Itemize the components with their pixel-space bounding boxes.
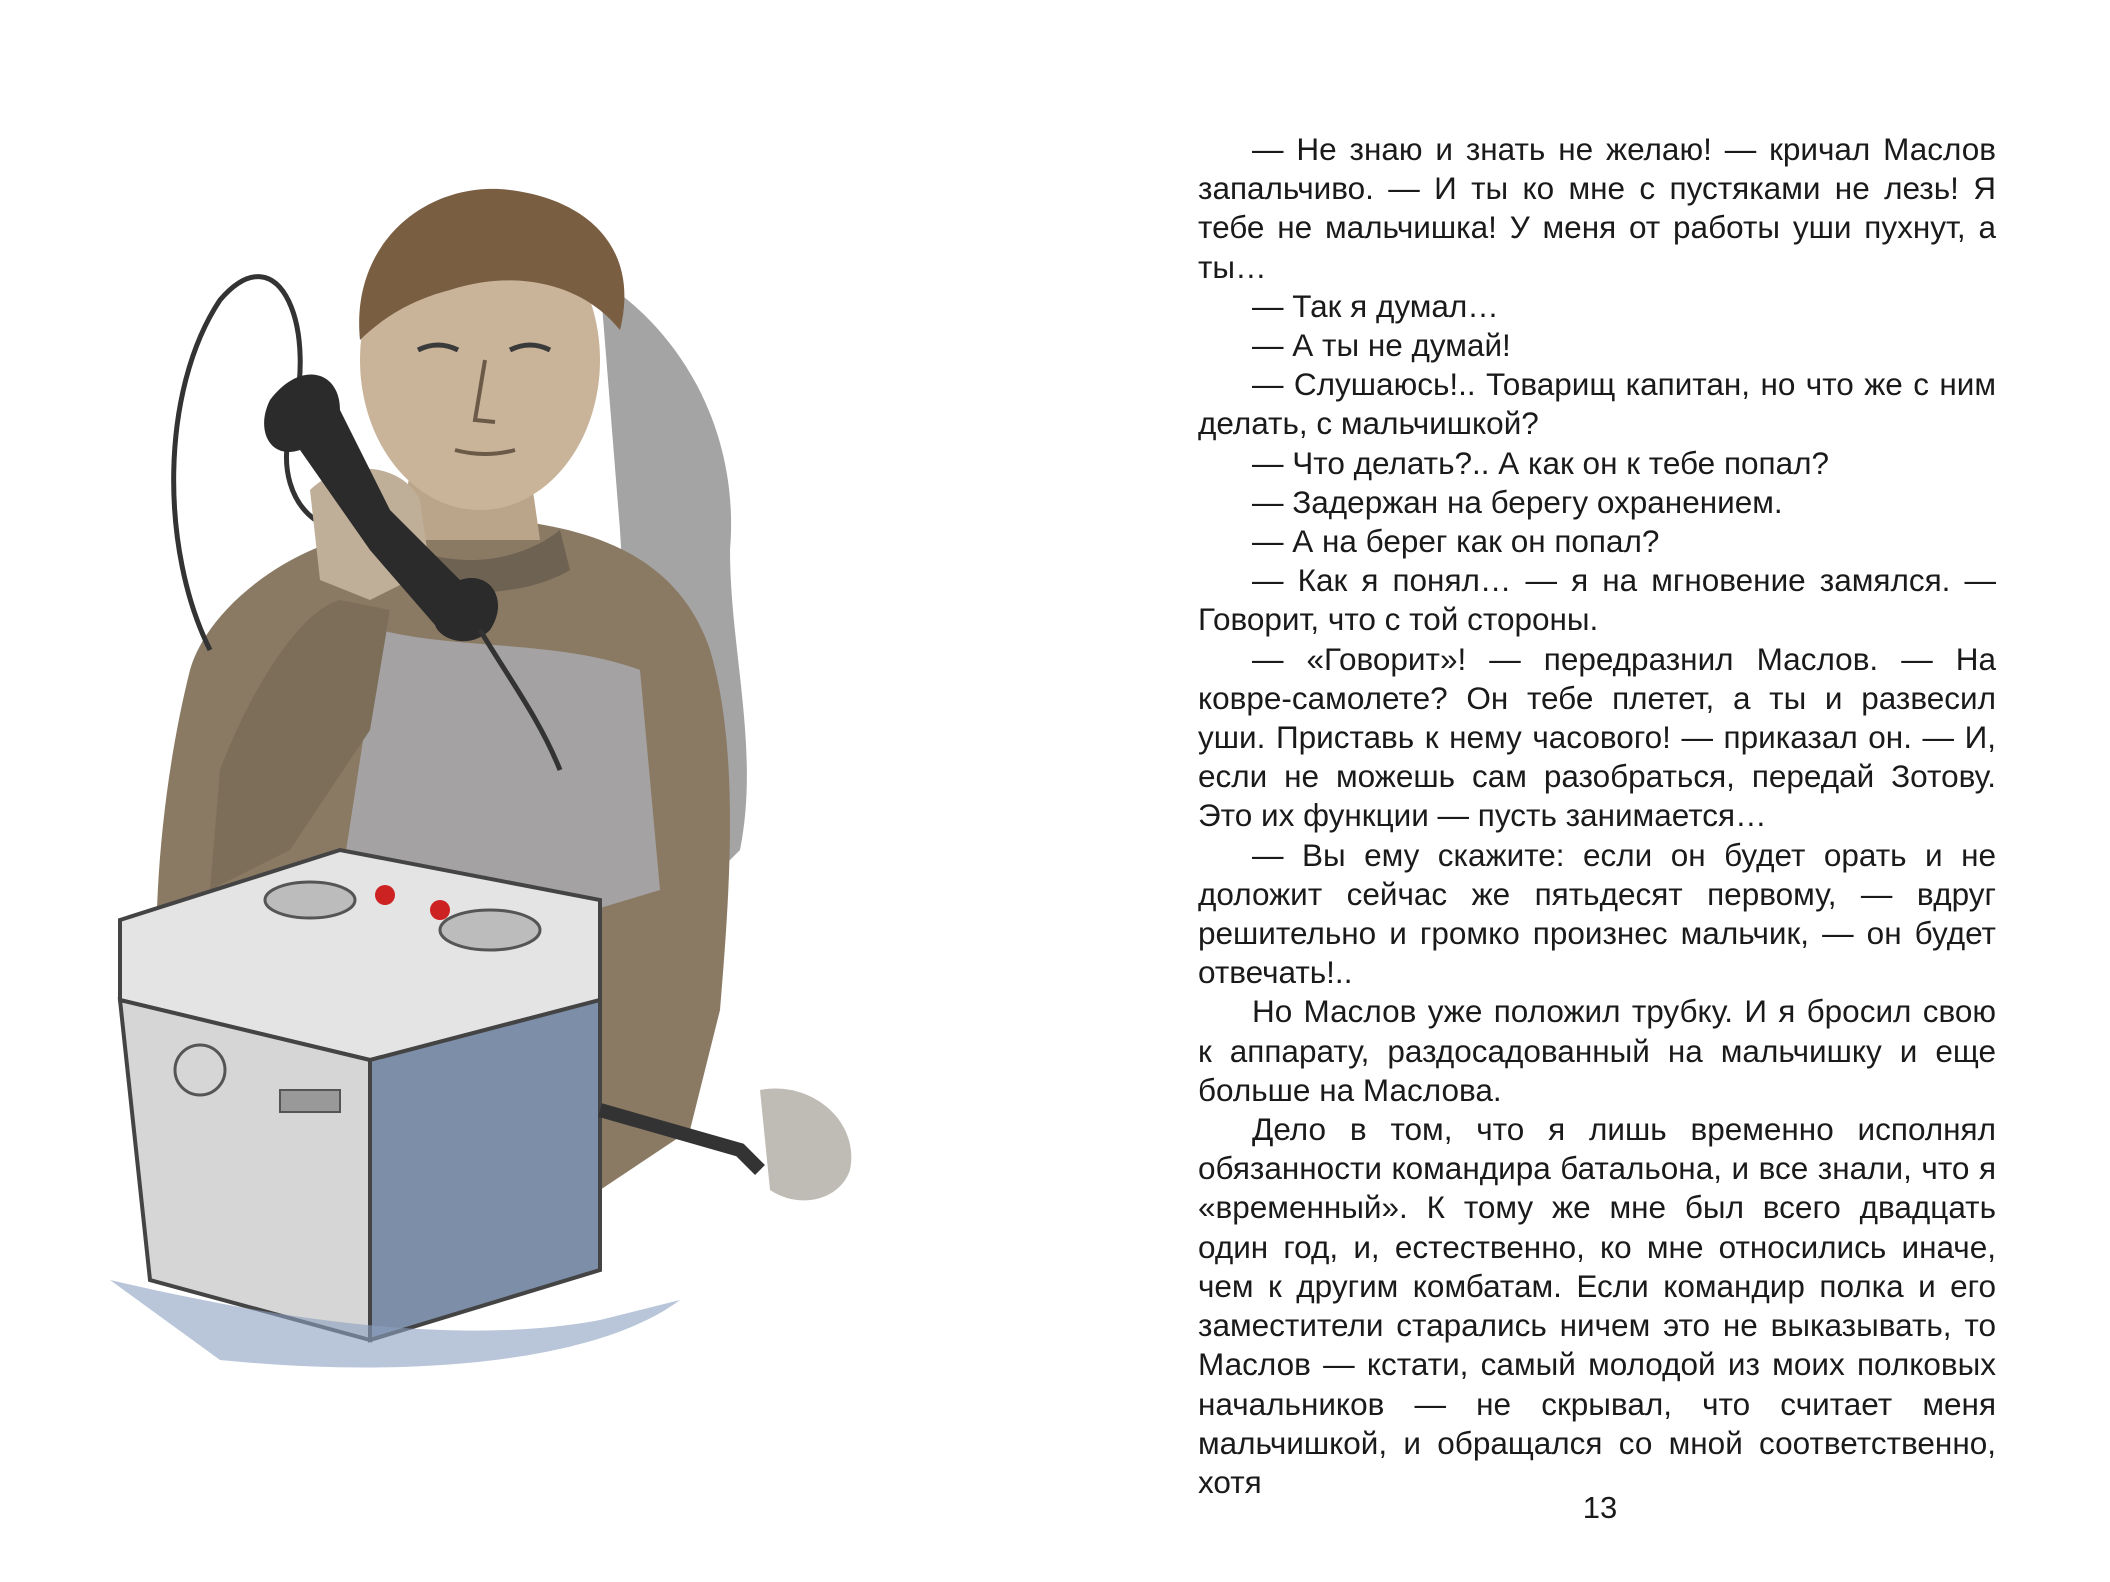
paragraph: — Вы ему скажите: если он будет орать и не доложит сейчас же пятьдесят первому, — вдруг решительно и громко произнес мальчик, — он будет отвечать!.. — [1198, 836, 1996, 991]
soldier-with-field-telephone-illustration — [40, 130, 1000, 1390]
body-text — [1198, 130, 1996, 1502]
paragraph: — Как я понял… — я на мгновение замялся. — Говорит, что с той стороны. — [1198, 562, 1996, 638]
paragraph: — Что делать?.. А как он к тебе попал? — [1252, 444, 1829, 481]
paragraph: Но Маслов уже положил трубку. И я бросил свою к аппарату, раздосадованный на мальчишку и еще больше на Маслова. — [1198, 993, 1996, 1108]
paragraph: — А на берег как он попал? — [1252, 523, 1660, 560]
lower-hand — [760, 1088, 851, 1200]
paragraph: — Не знаю и знать не желаю! — кричал Маслов запальчиво. — И ты ко мне с пустяками не лезь! Я тебе не мальчишка! У меня от работы уши пухнут, а ты… — [1198, 131, 1996, 285]
paragraph: — Слушаюсь!.. Товарищ капитан, но что же с ним делать, с мальчишкой? — [1198, 366, 1996, 442]
paragraph: — Задержан на берегу охранением. — [1252, 483, 1783, 520]
paragraph: Дело в том, что я лишь временно исполнял обязанности командира батальона, и все знали, что я «временный». К тому же мне был всего двадцать один год, и, естественно, ко мне относились иначе, чем к другим комбатам. Если командир полка и его заместители старались ничем это не выказывать, то Маслов — кстати, самый молодой из моих полковых начальников — не скрывал, что считает меня мальчишкой, и обращался со мной соответственно, хотя — [1198, 1111, 1996, 1500]
illustration — [40, 130, 1000, 1390]
paragraph: — А ты не думай! — [1252, 327, 1511, 364]
paragraph: — Так я думал… — [1252, 287, 1499, 324]
paragraph: — «Говорит»! — передразнил Маслов. — На ковре-самолете? Он тебе плетет, а ты и развесил уши. Приставь к нему часового! — приказал он. — И, если не можешь сам разобраться, передай Зотову. Это их функции — пусть занимается… — [1198, 640, 1996, 834]
field-telephone-box — [120, 850, 600, 1340]
page-number: 13 — [1582, 1490, 1618, 1525]
